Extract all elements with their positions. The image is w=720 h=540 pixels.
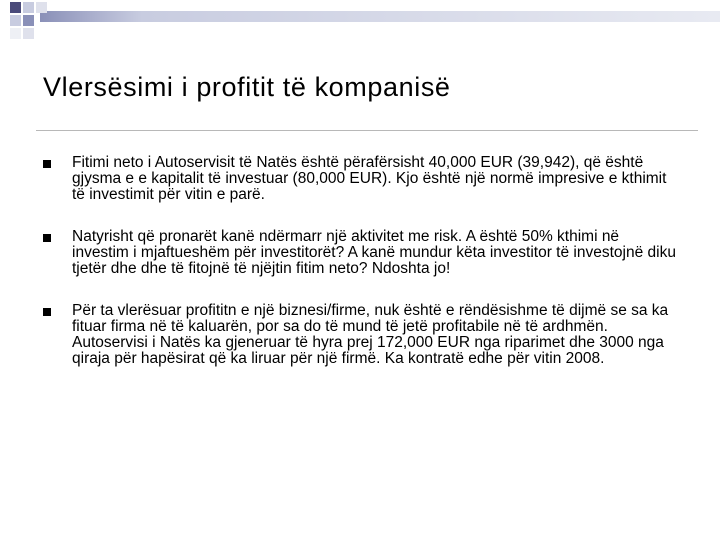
bullet-item bbox=[40, 303, 680, 367]
header-decoration bbox=[0, 0, 720, 60]
bullet-item bbox=[40, 229, 680, 277]
deco-square bbox=[23, 28, 34, 39]
bullet-item bbox=[40, 155, 680, 203]
bullet-text: Natyrisht që pronarët kanë ndërmarr një aktivitet me risk. A është 50% kthimi në investim i mjaftueshëm për investitorët? A kanë mundur këta investitor të investojnë diku tjetër dhe dhe të fitojnë të njëjtin fitim neto? Ndoshta jo! bbox=[72, 228, 676, 277]
header-band bbox=[40, 11, 720, 22]
slide-title: Vlersësimi i profitit të kompanisë bbox=[43, 72, 451, 102]
deco-square bbox=[10, 15, 21, 26]
square-bullet-icon bbox=[43, 160, 51, 168]
deco-square bbox=[36, 2, 47, 13]
deco-square bbox=[10, 28, 21, 39]
title-divider bbox=[36, 130, 698, 131]
bullet-text: Fitimi neto i Autoservisit të Natës është përafërsisht 40,000 EUR (39,942), që është gjysma e e kapitalit të investuar (80,000 EUR). Kjo është një normë impresive e kthimit të investimit për vitin e parë. bbox=[72, 154, 667, 203]
square-bullet-icon bbox=[43, 308, 51, 316]
square-bullet-icon bbox=[43, 234, 51, 242]
bullet-list bbox=[40, 155, 680, 393]
bullet-text: Për ta vlerësuar profititn e një biznesi/firme, nuk është e rëndësishme të dijmë se sa ka fituar firma në të kaluarën, por sa do të mund të jetë profitabile në të ardhmën. Autoservisi i Natës ka gjeneruar të hyra prej 172,000 EUR nga riparimet dhe 3000 nga qiraja për hapësirat që ka liruar për një firmë. Ka kontratë edhe për vitin 2008. bbox=[72, 302, 669, 367]
deco-square bbox=[23, 15, 34, 26]
deco-square bbox=[23, 2, 34, 13]
deco-square bbox=[10, 2, 21, 13]
